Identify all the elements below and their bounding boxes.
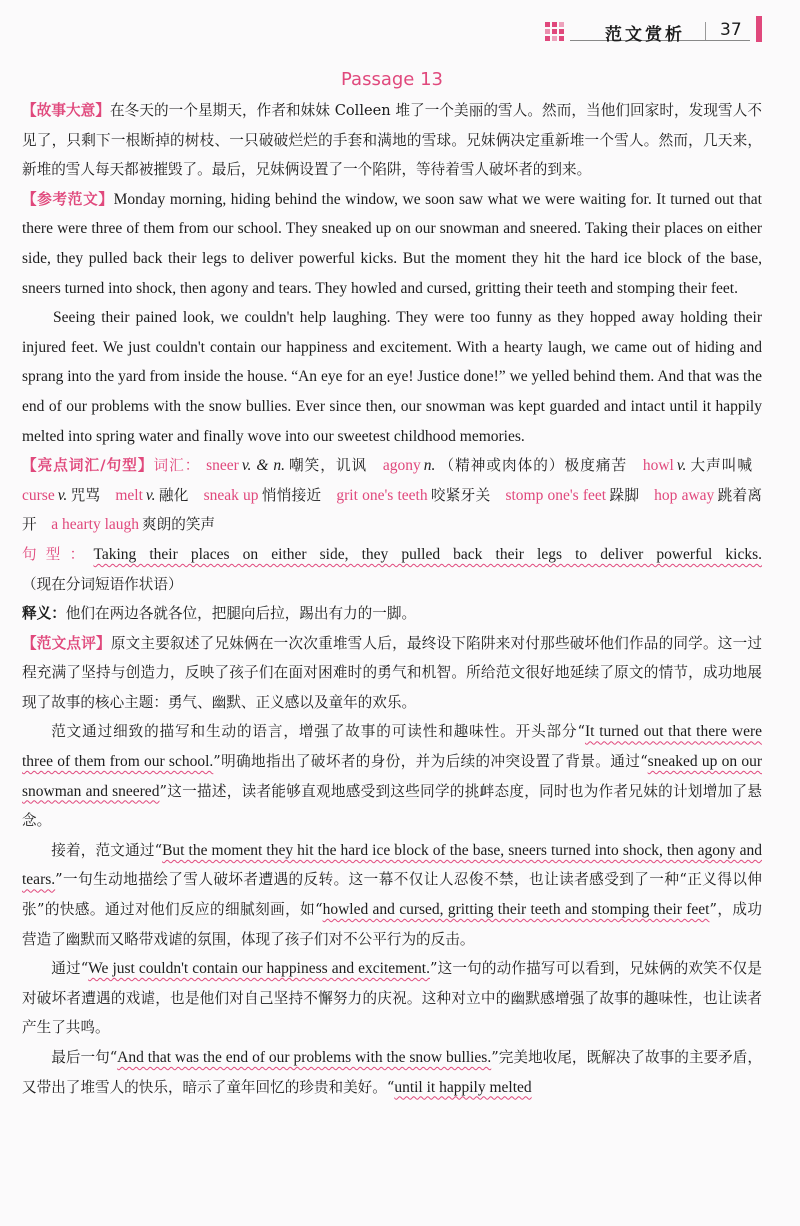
paraphrase-text: 他们在两边各就各位，把腿向后拉，踢出有力的一脚。 (65, 605, 417, 623)
vocab-item: curse v. 咒骂 (22, 486, 101, 504)
vocab-item: howl v. 大声叫喊 (642, 457, 752, 475)
review-text: 范文通过细致的描写和生动的语言，增强了故事的可读性和趣味性。开头部分“ (51, 723, 585, 741)
vocab-section (22, 451, 762, 540)
review-paragraph-4 (22, 954, 762, 1043)
page-number: 37 (720, 20, 742, 40)
sentence-label: 句型： (22, 545, 94, 563)
review-text: ”一句生动地描绘了雪人破坏者遭遇的反转。这一幕不仅让人忍俊不禁，也让读者感受到了一种“正义得以伸张”的快感。通过对他们反应的细腻刻画，如“ (22, 871, 762, 919)
review-text: ”这一句的动作描写可以看到，兄妹俩的欢笑不仅是对破坏者遭遇的戏谑，也是他们对自己坚持不懈努力的庆祝。这种对立中的幽默感增强了故事的趣味性，也让读者产生了共鸣。 (22, 960, 762, 1037)
vocab-item: sneer v. & n. 嘲笑，讥讽 (206, 457, 368, 475)
sentence-note: （现在分词短语作状语） (22, 575, 183, 593)
page-content (22, 66, 762, 1102)
review-text: ”，成功营造了幽默而又略带戏谑的氛围，体现了孩子们对不公平行为的反击。 (22, 901, 762, 948)
vocab-item: a hearty laugh 爽朗的笑声 (51, 516, 216, 534)
sample-text-1: Monday morning, hiding behind the window, we soon saw what we were waiting for. It turned out that there were three of them from our school. They sneaked up on our snowman and sneered. Taking their places on either side, they pulled back their legs to deliver powerful kicks. But the moment they hit the hard ice block of the base, sneers turned into shock, then agony and tears. They howled and cursed, gritting their teeth and stomping their feet. (22, 190, 762, 297)
header-accent-bar (756, 16, 762, 42)
sample-paragraph-2: Seeing their pained look, we couldn't help laughing. They were too funny as they hopped away holding their injured feet. We just couldn't contain our happiness and excitement. With a hearty laugh, we came out of hiding and sprang into the yard from inside the house. “An eye for an eye! Justice done!” we yelled behind them. And that was the end of our problems with the snow bullies. Ever since then, our snowman was kept guarded and intact until it happily melted into spring water and finally wove into our sweetest childhood memories. (22, 309, 762, 445)
vocab-item: hop away 跳着离开 (22, 486, 762, 534)
review-paragraph-3 (22, 836, 762, 954)
quoted-sentence: We just couldn't contain our happiness and excitement. (88, 960, 430, 978)
review-paragraph-5 (22, 1043, 762, 1102)
quoted-sentence: But the moment they hit the hard ice block of the base, sneers turned into shock, then agony and tears. (22, 841, 762, 889)
sample-paragraph-1 (22, 185, 762, 303)
vocab-label: 词汇： (153, 457, 201, 475)
review-text: ”明确地指出了破坏者的身份，并为后续的冲突设置了背景。通过“ (213, 753, 648, 771)
vocab-item: grit one's teeth 咬紧牙关 (336, 486, 491, 504)
story-summary (22, 96, 762, 185)
header-divider (705, 22, 706, 40)
story-text: 在冬天的一个星期天，作者和妹妹 Colleen 堆了一个美丽的雪人。然而，当他们回家时，发现雪人不见了，只剩下一根断掉的树枝、一只破破烂烂的手套和满地的雪球。兄妹俩决定重新堆一个雪人。然而，几天来，新堆的雪人每天都被摧毁了。最后，兄妹俩设置了一个陷阱，等待着雪人破坏者的到来。 (22, 102, 762, 179)
review-text: 最后一句“ (51, 1049, 118, 1066)
quoted-sentence: It turned out that there were three of them from our school. (22, 723, 762, 771)
quoted-sentence: And that was the end of our problems with the snow bullies. (117, 1049, 492, 1066)
highlights-tag: 【亮点词汇/句型】 (22, 457, 154, 475)
paraphrase-label: 释义： (22, 605, 66, 623)
sentence-pattern (22, 540, 762, 599)
paraphrase (22, 599, 762, 629)
vocab-item: agony n. （精神或肉体的）极度痛苦 (382, 457, 628, 475)
sentence-example: Taking their places on either side, they pulled back their legs to deliver powerful kicks. (93, 545, 762, 563)
review-paragraph-2 (22, 717, 762, 835)
quoted-sentence: sneaked up on our snowman and sneered (22, 753, 762, 800)
decorative-squares-icon (545, 22, 567, 40)
quoted-sentence: until it happily melted (394, 1078, 532, 1096)
vocab-item: stomp one's feet 跺脚 (505, 486, 640, 504)
review-paragraph-1 (22, 629, 762, 718)
sample-tag: 【参考范文】 (22, 190, 114, 208)
review-text: ”完美地收尾，既解决了故事的主要矛盾，又带出了堆雪人的快乐，暗示了童年回忆的珍贵和美好。“ (22, 1049, 762, 1096)
section-title: 范文赏析 (605, 25, 685, 45)
review-text-1: 原文主要叙述了兄妹俩在一次次重堆雪人后，最终设下陷阱来对付那些破坏他们作品的同学。这一过程充满了坚持与创造力，反映了孩子们在面对困难时的勇气和机智。所给范文很好地延续了原文的情节，成功地展现了故事的核心主题：勇气、幽默、正义感以及童年的欢乐。 (22, 634, 762, 711)
review-text: ”这一描述，读者能够直观地感受到这些同学的挑衅态度，同时也为作者兄妹的计划增加了悬念。 (22, 782, 763, 830)
vocab-item: sneak up 悄悄接近 (203, 486, 322, 504)
story-tag: 【故事大意】 (22, 102, 110, 119)
review-text: 通过“ (51, 960, 89, 978)
passage-title: Passage 13 (341, 69, 443, 90)
page-header (0, 0, 800, 44)
review-tag: 【范文点评】 (22, 634, 111, 652)
review-text: 接着，范文通过“ (51, 841, 163, 859)
vocab-item: melt v. 融化 (115, 486, 189, 504)
quoted-sentence: howled and cursed, gritting their teeth and stomping their feet (322, 901, 710, 919)
